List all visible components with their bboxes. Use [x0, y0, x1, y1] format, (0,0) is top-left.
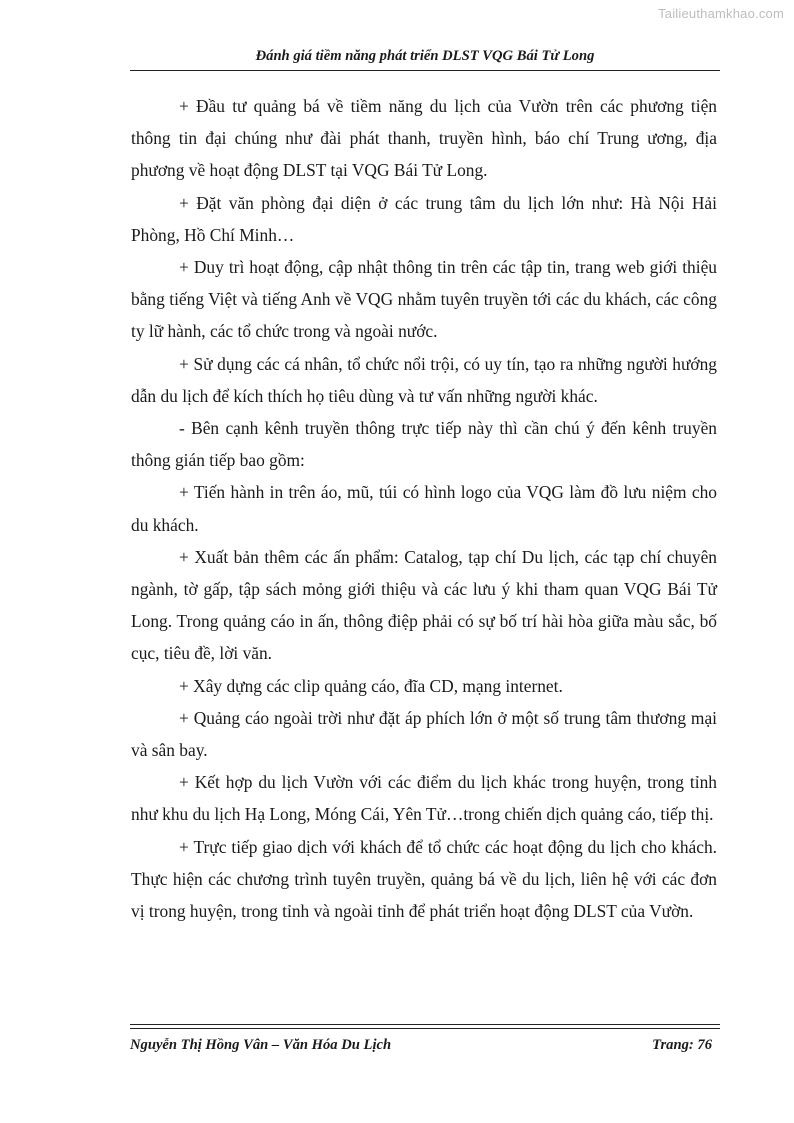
watermark-text: Tailieuthamkhao.com — [658, 6, 784, 21]
paragraph: + Xây dựng các clip quảng cáo, đĩa CD, mạng internet. — [179, 675, 563, 696]
paragraph: + Kết hợp du lịch Vườn với các điểm du lịch khác trong huyện, trong tỉnh như khu du lịch Hạ Long, Móng Cái, Yên Tử…trong chiến dịch quảng cáo, tiếp thị. — [131, 772, 717, 825]
paragraph: - Bên cạnh kênh truyền thông trực tiếp này thì cần chú ý đến kênh truyền thông gián tiếp bao gồm: — [131, 418, 717, 471]
paragraph: + Quảng cáo ngoài trời như đặt áp phích lớn ở một số trung tâm thương mại và sân bay. — [131, 707, 717, 761]
paragraph: + Duy trì hoạt động, cập nhật thông tin trên các tập tin, trang web giới thiệu bằng tiếng Việt và tiếng Anh về VQG nhằm tuyên truyền tới các du khách, các công ty lữ hành, các tổ chức trong và ngoài nước. — [131, 257, 717, 342]
paragraph: + Xuất bản thêm các ấn phẩm: Catalog, tạp chí Du lịch, các tạp chí chuyên ngành, tờ gấp, tập sách mỏng giới thiệu và các lưu ý khi tham quan VQG Bái Tử Long. Trong quảng cáo in ấn, thông điệp phải có sự bố trí hài hòa giữa màu sắc, bố cục, tiêu đề, lời văn. — [131, 546, 717, 664]
page-number: Trang: 76 — [652, 1037, 712, 1053]
document-body — [131, 90, 717, 927]
paragraph: + Đặt văn phòng đại diện ở các trung tâm du lịch lớn như: Hà Nội Hải Phòng, Hồ Chí Minh… — [131, 192, 717, 245]
page-footer — [130, 1024, 720, 1054]
page-header — [130, 48, 720, 71]
paragraph: + Đầu tư quảng bá về tiềm năng du lịch của Vườn trên các phương tiện thông tin đại chúng như đài phát thanh, truyền hình, báo chí Trung ương, địa phương về hoạt động DLST tại VQG Bái Tử Long. — [131, 96, 717, 181]
footer-author: Nguyễn Thị Hồng Vân – Văn Hóa Du Lịch — [130, 1037, 392, 1053]
paragraph: + Tiến hành in trên áo, mũ, túi có hình logo của VQG làm đồ lưu niệm cho du khách. — [131, 482, 717, 535]
paragraph: + Sử dụng các cá nhân, tổ chức nổi trội, có uy tín, tạo ra những người hướng dẫn du lịch để kích thích họ tiêu dùng và tư vấn những người khác. — [131, 353, 717, 406]
paragraph: + Trực tiếp giao dịch với khách để tổ chức các hoạt động du lịch cho khách. Thực hiện các chương trình tuyên truyền, quảng bá về du lịch, liên hệ với các đơn vị trong huyện, trong tỉnh và ngoài tỉnh để phát triển hoạt động DLST của Vườn. — [131, 836, 717, 922]
header-title: Đánh giá tiềm năng phát triển DLST VQG Bái Tử Long — [255, 48, 595, 64]
